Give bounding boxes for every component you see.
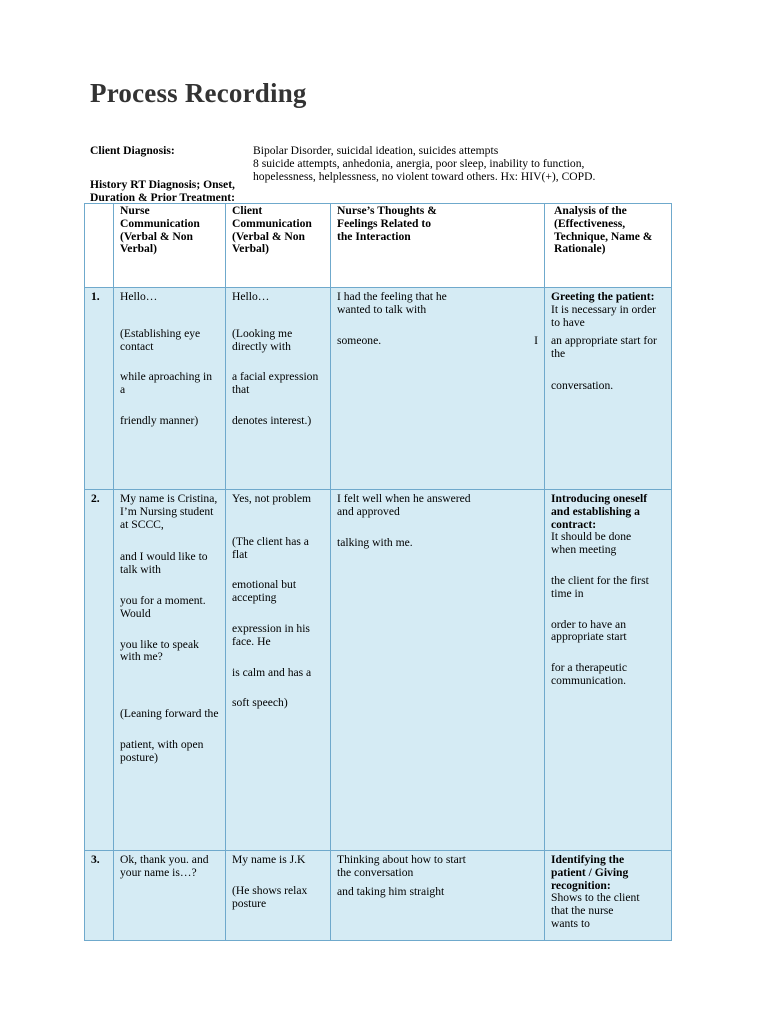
thoughts-text: I felt well when he answered and approved	[337, 492, 471, 518]
nurse-text: Ok, thank you. and your name is…?	[120, 853, 209, 879]
client-text: expression in his face. He	[232, 621, 310, 648]
row-number: 3.	[85, 851, 114, 941]
client-text: soft speech)	[232, 696, 288, 710]
client-communication-cell	[226, 288, 331, 490]
thoughts-text: talking with me.	[337, 535, 413, 549]
table-header-row	[85, 204, 672, 288]
row-number: 1.	[85, 288, 114, 490]
client-communication-cell	[226, 490, 331, 851]
analysis-text: It is necessary in order to have	[551, 302, 656, 329]
analysis-text: conversation.	[551, 378, 614, 392]
client-text: a facial expression that	[232, 370, 319, 397]
thoughts-text-part: I	[534, 333, 538, 347]
nurse-text: you like to speak with me?	[120, 637, 199, 664]
analysis-cell	[545, 851, 672, 941]
nurse-text: you for a moment. Would	[120, 593, 206, 620]
nurse-text: (Establishing eye contact	[120, 326, 201, 353]
header-nurse-communication: Nurse Communication (Verbal & Non Verbal)	[114, 204, 226, 288]
thoughts-text: and taking him straight	[337, 884, 445, 898]
analysis-title: Identifying the patient / Giving recognition:	[551, 853, 629, 892]
nurse-communication-cell	[114, 851, 226, 941]
nurse-text: My name is Cristina, I’m Nursing student at SCCC,	[120, 492, 218, 531]
analysis-title: Greeting the patient:	[551, 290, 655, 303]
header-analysis: Analysis of the (Effectiveness, Technique, Name & Rationale)	[545, 204, 672, 288]
analysis-title: Introducing oneself and establishing a contract:	[551, 492, 648, 531]
client-diagnosis-value: Bipolar Disorder, suicidal ideation, suicides attempts 8 suicide attempts, anhedonia, anergia, poor sleep, inability to function, hopelessness, helplessness, no violent toward others. Hx: HIV(+), COPD.	[253, 144, 596, 183]
page-title: Process Recording	[90, 78, 307, 108]
thoughts-text	[337, 335, 538, 348]
nurse-thoughts-cell	[331, 851, 545, 941]
client-text: denotes interest.)	[232, 413, 312, 427]
thoughts-text: I had the feeling that he wanted to talk with	[337, 290, 447, 316]
header-num	[85, 204, 114, 288]
nurse-text: friendly manner)	[120, 413, 199, 427]
nurse-text: Hello…	[120, 290, 158, 303]
table-row	[85, 288, 672, 490]
process-recording-table	[84, 203, 672, 941]
nurse-text: and I would like to talk with	[120, 550, 208, 577]
client-text: Hello…	[232, 290, 270, 303]
nurse-text: (Leaning forward the	[120, 707, 219, 721]
header-client-communication: Client Communication (Verbal & Non Verbal)	[226, 204, 331, 288]
nurse-text: patient, with open posture)	[120, 737, 204, 764]
analysis-text: Shows to the client that the nurse wants to	[551, 891, 640, 930]
client-text: My name is J.K	[232, 853, 306, 866]
nurse-thoughts-cell	[331, 288, 545, 490]
analysis-text: order to have an appropriate start	[551, 617, 627, 644]
nurse-text: while aproaching in a	[120, 370, 213, 397]
client-text: Yes, not problem	[232, 492, 312, 505]
thoughts-text: Thinking about how to start the conversation	[337, 853, 466, 879]
client-text: (The client has a flat	[232, 534, 309, 561]
table-row	[85, 851, 672, 941]
thoughts-text-part: someone.	[337, 333, 382, 347]
analysis-text: the client for the first time in	[551, 573, 649, 600]
client-text: (Looking me directly with	[232, 326, 293, 353]
header-nurse-thoughts: Nurse’s Thoughts & Feelings Related to the Interaction	[331, 204, 545, 288]
nurse-communication-cell	[114, 288, 226, 490]
history-label: History RT Diagnosis; Onset, Duration & Prior Treatment:	[90, 178, 236, 204]
table-row	[85, 490, 672, 851]
nurse-thoughts-cell	[331, 490, 545, 851]
nurse-communication-cell	[114, 490, 226, 851]
analysis-text: for a therapeutic communication.	[551, 661, 627, 687]
analysis-cell	[545, 490, 672, 851]
client-diagnosis-label: Client Diagnosis:	[90, 144, 175, 157]
row-number: 2.	[85, 490, 114, 851]
analysis-text: It should be done when meeting	[551, 530, 632, 557]
analysis-text: an appropriate start for the	[551, 334, 657, 361]
client-communication-cell	[226, 851, 331, 941]
client-text: emotional but accepting	[232, 578, 297, 605]
client-text: (He shows relax posture	[232, 883, 308, 910]
client-text: is calm and has a	[232, 665, 312, 679]
analysis-cell	[545, 288, 672, 490]
